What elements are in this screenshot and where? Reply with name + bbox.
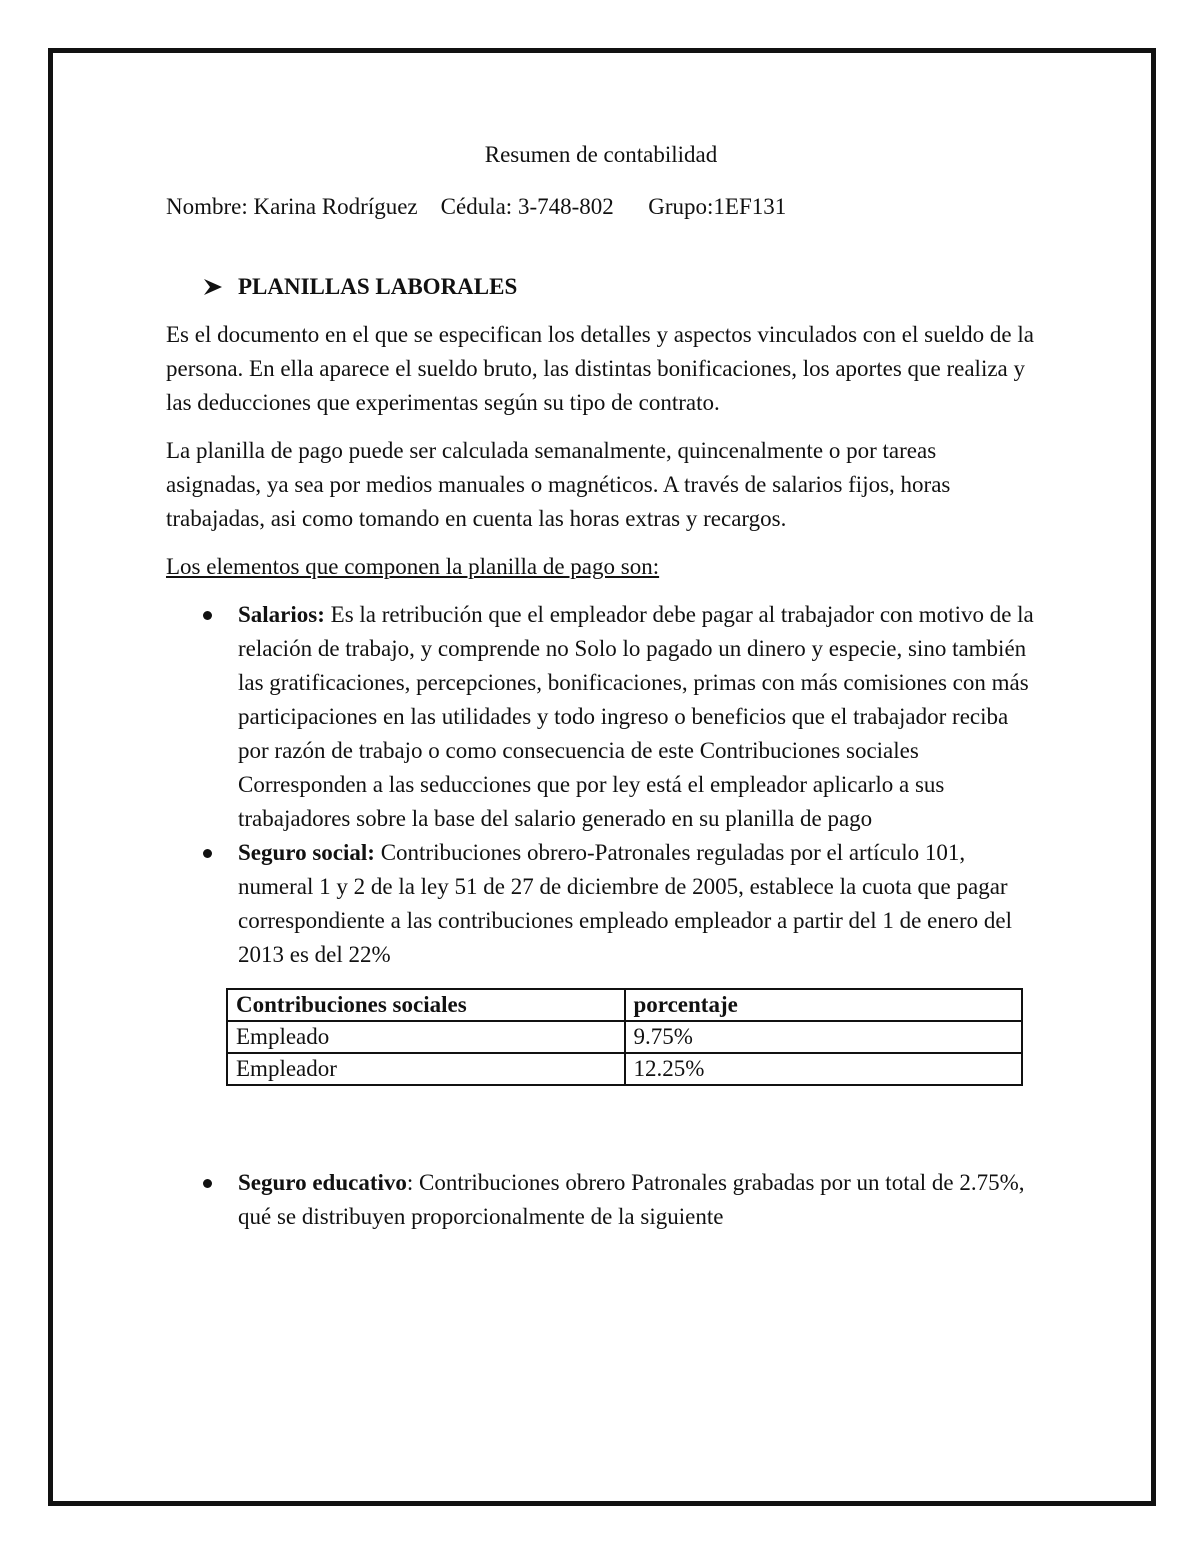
student-group: Grupo:1EF131: [648, 194, 787, 219]
arrowhead-bullet-icon: [202, 276, 224, 298]
table-cell-value: 12.25%: [625, 1053, 1023, 1085]
contributions-table: [226, 988, 1023, 1086]
table-cell-label: Empleador: [227, 1053, 625, 1085]
list-item-salarios: [238, 598, 1036, 836]
table-header-row: [227, 989, 1022, 1021]
section-heading: [202, 270, 1036, 304]
table-row: [227, 1053, 1022, 1085]
document-body: [166, 138, 1036, 1234]
table-row: [227, 1021, 1022, 1053]
document-title: Resumen de contabilidad: [484, 142, 718, 167]
bullet-dot-icon: [203, 1179, 212, 1188]
elements-intro: Los elementos que componen la planilla de pago son:: [166, 554, 660, 579]
description-seguro-educativo: : Contribuciones obrero Patronales grabadas por un total de 2.75%, qué se distribuyen proporcionalmente de la siguiente: [238, 1170, 1025, 1229]
section-heading-text: PLANILLAS LABORALES: [238, 274, 518, 299]
list-item-seguro-social: [238, 836, 1036, 972]
student-name: Nombre: Karina Rodríguez: [166, 194, 418, 219]
list-item-seguro-educativo: [238, 1166, 1036, 1234]
table-header-contribuciones: Contribuciones sociales: [227, 989, 625, 1021]
bullet-dot-icon: [203, 611, 212, 620]
elements-list: [166, 598, 1036, 972]
term-seguro-social: Seguro social:: [238, 840, 375, 865]
description-salarios: Es la retribución que el empleador debe pagar al trabajador con motivo de la relación de trabajo, y comprende no Solo lo pagado un dinero y especie, sino también las gratificaciones, percepciones, bonificaciones, primas con más comisiones con más participaciones en las utilidades y todo ingreso o beneficios que el trabajador reciba por razón de trabajo o como consecuencia de este Contribuciones sociales Corresponden a las seducciones que por ley está el empleador aplicarlo a sus trabajadores sobre la base del salario generado en su planilla de pago: [238, 602, 1034, 831]
table-cell-value: 9.75%: [625, 1021, 1023, 1053]
table-cell-label: Empleado: [227, 1021, 625, 1053]
student-info: [166, 190, 1036, 224]
bullet-dot-icon: [203, 849, 212, 858]
description-seguro-social: Contribuciones obrero-Patronales reguladas por el artículo 101, numeral 1 y 2 de la ley 51 de 27 de diciembre de 2005, establece la cuota que pagar correspondiente a las contribuciones empleado empleador a partir del 1 de enero del 2013 es del 22%: [238, 840, 1013, 967]
paragraph-definition: Es el documento en el que se especifican los detalles y aspectos vinculados con el sueldo de la persona. En ella aparece el sueldo bruto, las distintas bonificaciones, los aportes que realiza y las deducciones que experimentas según su tipo de contrato.: [166, 322, 1034, 415]
table-header-porcentaje: porcentaje: [625, 989, 1023, 1021]
paragraph-calculation: La planilla de pago puede ser calculada semanalmente, quincenalmente o por tareas asignadas, ya sea por medios manuales o magnéticos. A través de salarios fijos, horas trabajadas, asi como tomando en cuenta las horas extras y recargos.: [166, 438, 951, 531]
elements-list-continued: [166, 1166, 1036, 1234]
term-salarios: Salarios:: [238, 602, 325, 627]
student-cedula: Cédula: 3-748-802: [440, 194, 614, 219]
term-seguro-educativo: Seguro educativo: [238, 1170, 407, 1195]
